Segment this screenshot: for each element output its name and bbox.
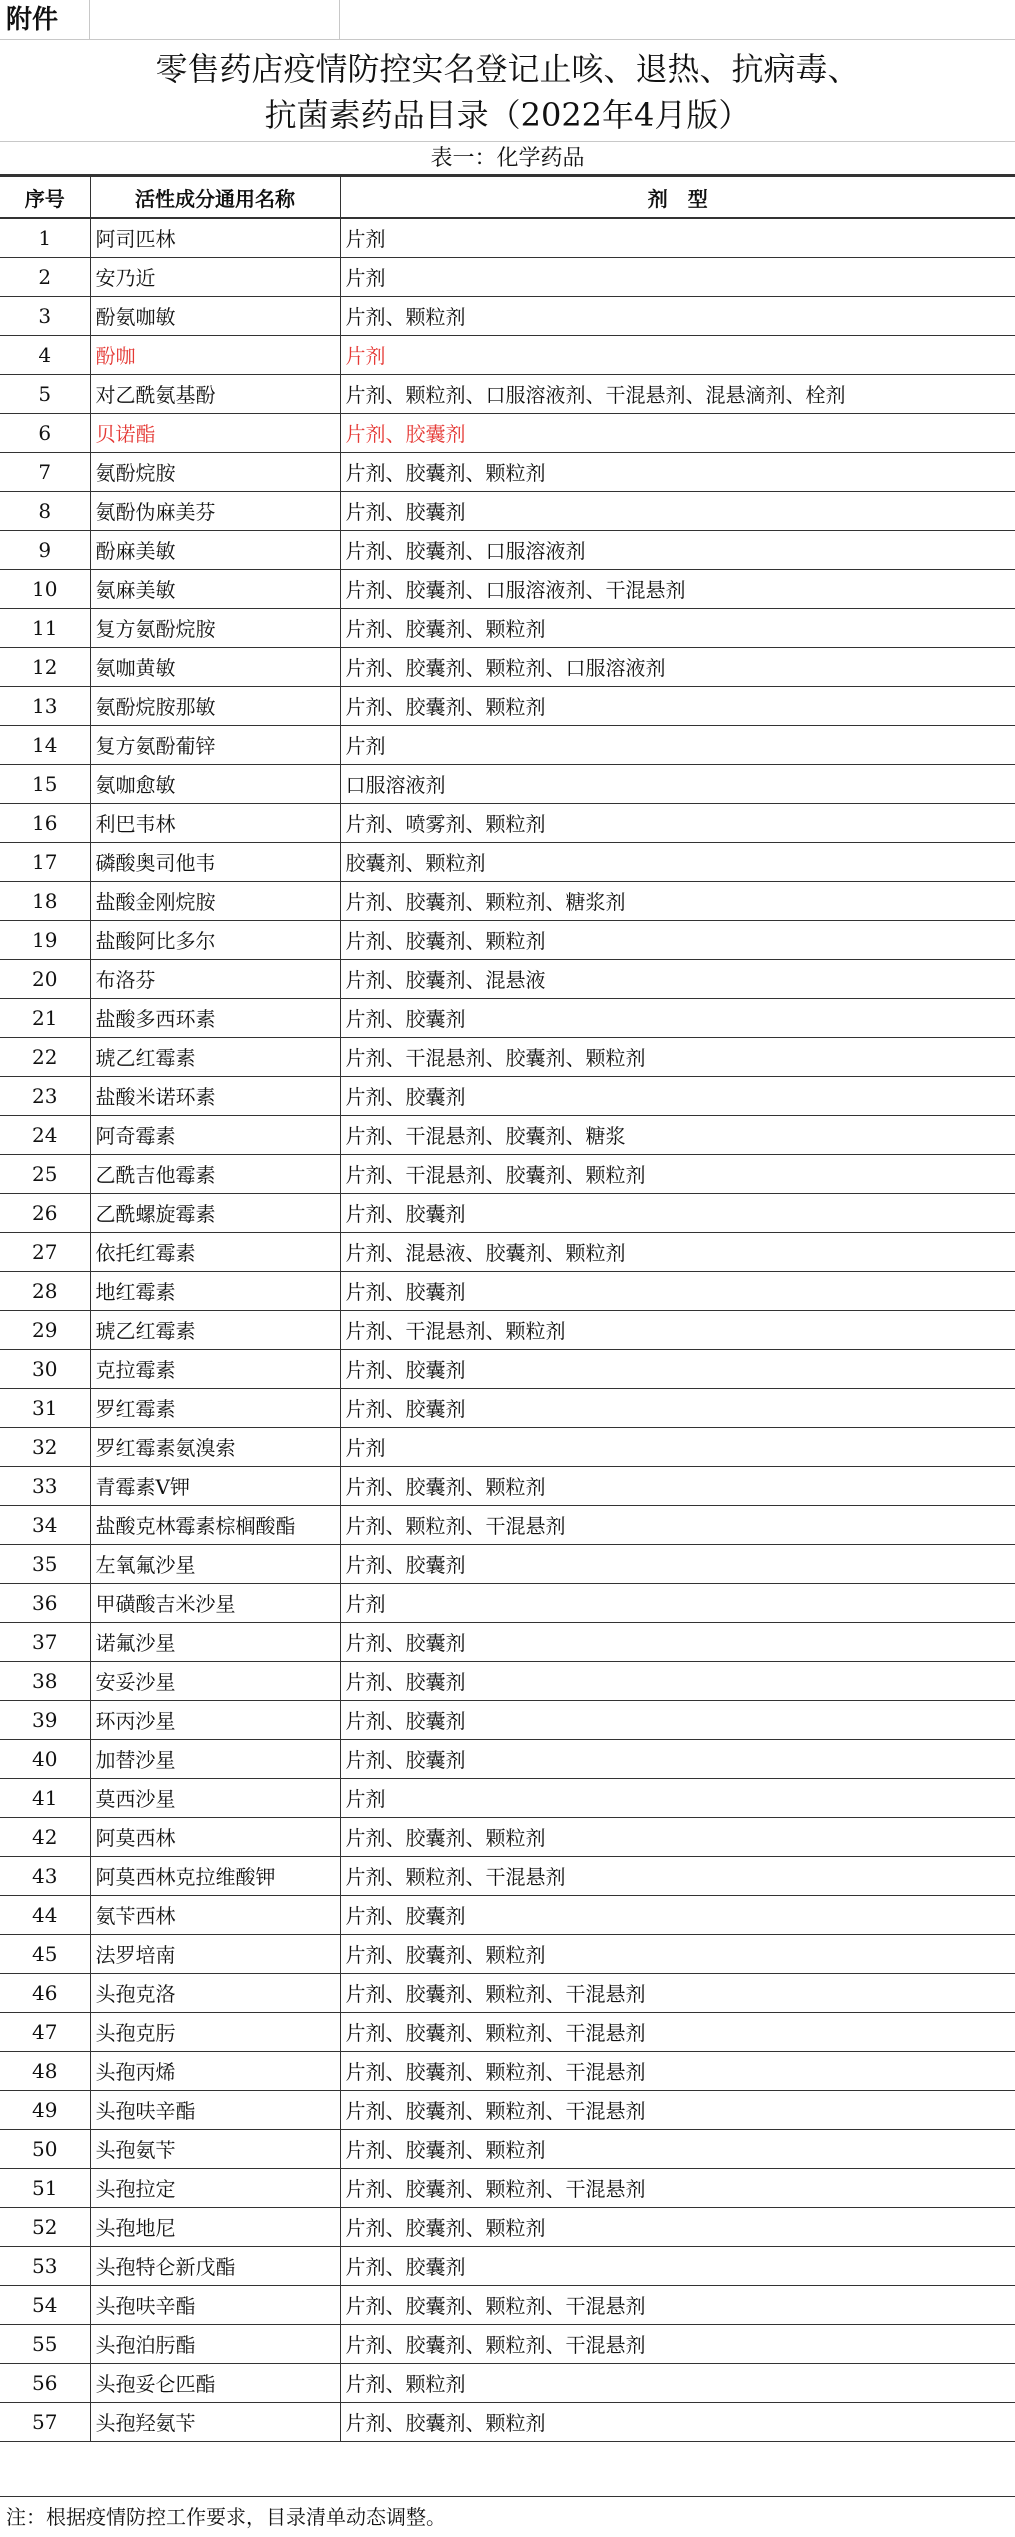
dosage-form-cell[interactable]: 片剂、胶囊剂、颗粒剂 bbox=[340, 686, 1015, 725]
row-number-cell[interactable]: 45 bbox=[0, 1934, 90, 1973]
dosage-form-cell[interactable]: 片剂 bbox=[340, 335, 1015, 374]
row-number-cell[interactable]: 24 bbox=[0, 1115, 90, 1154]
table-row bbox=[0, 2246, 1015, 2285]
row-number-cell[interactable]: 38 bbox=[0, 1661, 90, 1700]
dosage-form-cell[interactable]: 片剂、胶囊剂、颗粒剂、干混悬剂 bbox=[340, 2051, 1015, 2090]
row-number-cell[interactable]: 57 bbox=[0, 2402, 90, 2441]
dosage-form-cell[interactable]: 片剂 bbox=[340, 1778, 1015, 1817]
drug-name-cell[interactable]: 头孢拉定 bbox=[90, 2168, 340, 2207]
row-number-cell[interactable]: 30 bbox=[0, 1349, 90, 1388]
row-number-cell[interactable]: 37 bbox=[0, 1622, 90, 1661]
table-row bbox=[0, 1973, 1015, 2012]
row-number-cell[interactable]: 9 bbox=[0, 530, 90, 569]
dosage-form-cell[interactable]: 片剂、颗粒剂、口服溶液剂、干混悬剂、混悬滴剂、栓剂 bbox=[340, 374, 1015, 413]
drug-name-cell[interactable]: 法罗培南 bbox=[90, 1934, 340, 1973]
row-number-cell[interactable]: 42 bbox=[0, 1817, 90, 1856]
drug-name-cell[interactable]: 头孢妥仑匹酯 bbox=[90, 2363, 340, 2402]
dosage-form-cell[interactable]: 片剂、胶囊剂、颗粒剂、干混悬剂 bbox=[340, 2324, 1015, 2363]
dosage-form-cell[interactable]: 片剂 bbox=[340, 218, 1015, 257]
drug-name-cell[interactable]: 磷酸奥司他韦 bbox=[90, 842, 340, 881]
dosage-form-cell[interactable]: 片剂、胶囊剂、颗粒剂、口服溶液剂 bbox=[340, 647, 1015, 686]
dosage-form-cell[interactable]: 片剂、胶囊剂、颗粒剂 bbox=[340, 452, 1015, 491]
row-number-cell[interactable]: 50 bbox=[0, 2129, 90, 2168]
drug-name-cell[interactable]: 安妥沙星 bbox=[90, 1661, 340, 1700]
dosage-form-cell[interactable]: 片剂、胶囊剂、颗粒剂、干混悬剂 bbox=[340, 1973, 1015, 2012]
dosage-form-cell[interactable]: 片剂、胶囊剂、颗粒剂 bbox=[340, 2129, 1015, 2168]
dosage-form-cell[interactable]: 口服溶液剂 bbox=[340, 764, 1015, 803]
row-number-cell[interactable]: 18 bbox=[0, 881, 90, 920]
table-row bbox=[0, 881, 1015, 920]
dosage-form-cell[interactable]: 片剂、胶囊剂 bbox=[340, 1661, 1015, 1700]
table-row bbox=[0, 2402, 1015, 2441]
dosage-form-cell[interactable]: 片剂、胶囊剂 bbox=[340, 2246, 1015, 2285]
drug-name-cell[interactable]: 青霉素V钾 bbox=[90, 1466, 340, 1505]
table-row bbox=[0, 1115, 1015, 1154]
empty-cell[interactable] bbox=[90, 0, 340, 40]
drug-name-cell[interactable]: 克拉霉素 bbox=[90, 1349, 340, 1388]
drug-name-cell[interactable]: 氨酚烷胺那敏 bbox=[90, 686, 340, 725]
attachment-cell[interactable] bbox=[0, 0, 90, 40]
row-number-cell[interactable]: 52 bbox=[0, 2207, 90, 2246]
drug-name-cell[interactable]: 氨酚伪麻美芬 bbox=[90, 491, 340, 530]
dosage-form-cell[interactable]: 片剂 bbox=[340, 1427, 1015, 1466]
dosage-form-cell[interactable]: 片剂、混悬液、胶囊剂、颗粒剂 bbox=[340, 1232, 1015, 1271]
table-row bbox=[0, 1037, 1015, 1076]
row-number-cell[interactable]: 55 bbox=[0, 2324, 90, 2363]
dosage-form-cell[interactable]: 片剂、胶囊剂、颗粒剂 bbox=[340, 2402, 1015, 2441]
table-row bbox=[0, 1661, 1015, 1700]
title-line-1: 零售药店疫情防控实名登记止咳、退热、抗病毒、 bbox=[155, 50, 860, 88]
table-row bbox=[0, 2363, 1015, 2402]
document-title bbox=[0, 40, 1015, 142]
drug-name-cell[interactable]: 诺氟沙星 bbox=[90, 1622, 340, 1661]
dosage-form-cell[interactable]: 片剂、胶囊剂、颗粒剂 bbox=[340, 2207, 1015, 2246]
row-number-cell[interactable]: 49 bbox=[0, 2090, 90, 2129]
dosage-form-cell[interactable]: 片剂、胶囊剂 bbox=[340, 1076, 1015, 1115]
table-row bbox=[0, 1388, 1015, 1427]
drug-name-cell[interactable]: 加替沙星 bbox=[90, 1739, 340, 1778]
dosage-form-cell[interactable]: 片剂 bbox=[340, 725, 1015, 764]
row-number-cell[interactable]: 7 bbox=[0, 452, 90, 491]
table-row bbox=[0, 1622, 1015, 1661]
table-row bbox=[0, 686, 1015, 725]
table-body bbox=[0, 218, 1015, 2441]
row-number-cell[interactable]: 6 bbox=[0, 413, 90, 452]
table-row bbox=[0, 1544, 1015, 1583]
dosage-form-cell[interactable]: 片剂、干混悬剂、胶囊剂、颗粒剂 bbox=[340, 1154, 1015, 1193]
table-row bbox=[0, 374, 1015, 413]
dosage-form-cell[interactable]: 片剂、胶囊剂 bbox=[340, 413, 1015, 452]
table-row bbox=[0, 2324, 1015, 2363]
row-number-cell[interactable]: 35 bbox=[0, 1544, 90, 1583]
table-row bbox=[0, 1934, 1015, 1973]
table-row bbox=[0, 959, 1015, 998]
dosage-form-cell[interactable]: 片剂、胶囊剂 bbox=[340, 1739, 1015, 1778]
drug-name-cell[interactable]: 复方氨酚烷胺 bbox=[90, 608, 340, 647]
drug-name-cell[interactable]: 琥乙红霉素 bbox=[90, 1037, 340, 1076]
table-row bbox=[0, 842, 1015, 881]
dosage-form-cell[interactable]: 片剂、颗粒剂 bbox=[340, 2363, 1015, 2402]
dosage-form-cell[interactable]: 片剂、胶囊剂、颗粒剂 bbox=[340, 1817, 1015, 1856]
row-number-cell[interactable]: 13 bbox=[0, 686, 90, 725]
dosage-form-cell[interactable]: 片剂、胶囊剂 bbox=[340, 998, 1015, 1037]
drug-name-cell[interactable]: 头孢克肟 bbox=[90, 2012, 340, 2051]
table-row bbox=[0, 335, 1015, 374]
row-number-cell[interactable]: 53 bbox=[0, 2246, 90, 2285]
row-number-cell[interactable]: 43 bbox=[0, 1856, 90, 1895]
row-number-cell[interactable]: 44 bbox=[0, 1895, 90, 1934]
drug-name-cell[interactable]: 莫西沙星 bbox=[90, 1778, 340, 1817]
dosage-form-cell[interactable]: 片剂 bbox=[340, 1583, 1015, 1622]
table-row bbox=[0, 296, 1015, 335]
dosage-form-cell[interactable]: 片剂、胶囊剂 bbox=[340, 1622, 1015, 1661]
dosage-form-cell[interactable]: 片剂、胶囊剂、颗粒剂、干混悬剂 bbox=[340, 2090, 1015, 2129]
row-number-cell[interactable]: 22 bbox=[0, 1037, 90, 1076]
table-row bbox=[0, 1349, 1015, 1388]
drug-name-cell[interactable]: 盐酸多西环素 bbox=[90, 998, 340, 1037]
row-number-cell[interactable]: 2 bbox=[0, 257, 90, 296]
row-number-cell[interactable]: 31 bbox=[0, 1388, 90, 1427]
drug-name-cell[interactable]: 阿莫西林克拉维酸钾 bbox=[90, 1856, 340, 1895]
table-row bbox=[0, 530, 1015, 569]
drug-name-cell[interactable]: 甲磺酸吉米沙星 bbox=[90, 1583, 340, 1622]
dosage-form-cell[interactable]: 片剂、干混悬剂、胶囊剂、糖浆 bbox=[340, 1115, 1015, 1154]
row-number-cell[interactable]: 19 bbox=[0, 920, 90, 959]
drug-name-cell[interactable]: 头孢氨苄 bbox=[90, 2129, 340, 2168]
dosage-form-cell[interactable]: 片剂、胶囊剂、颗粒剂 bbox=[340, 1934, 1015, 1973]
header-no: 序号 bbox=[0, 177, 90, 219]
row-number-cell[interactable]: 17 bbox=[0, 842, 90, 881]
drug-name-cell[interactable]: 头孢克洛 bbox=[90, 1973, 340, 2012]
row-number-cell[interactable]: 51 bbox=[0, 2168, 90, 2207]
drug-name-cell[interactable]: 左氧氟沙星 bbox=[90, 1544, 340, 1583]
drug-name-cell[interactable]: 阿奇霉素 bbox=[90, 1115, 340, 1154]
table-row bbox=[0, 1466, 1015, 1505]
row-number-cell[interactable]: 27 bbox=[0, 1232, 90, 1271]
row-number-cell[interactable]: 5 bbox=[0, 374, 90, 413]
drug-name-cell[interactable]: 复方氨酚葡锌 bbox=[90, 725, 340, 764]
dosage-form-cell[interactable]: 片剂、胶囊剂 bbox=[340, 1271, 1015, 1310]
row-number-cell[interactable]: 33 bbox=[0, 1466, 90, 1505]
row-number-cell[interactable]: 1 bbox=[0, 218, 90, 257]
table-row bbox=[0, 1232, 1015, 1271]
row-number-cell[interactable]: 23 bbox=[0, 1076, 90, 1115]
drug-name-cell[interactable]: 氨酚烷胺 bbox=[90, 452, 340, 491]
table-row bbox=[0, 1778, 1015, 1817]
table-row bbox=[0, 2129, 1015, 2168]
row-number-cell[interactable]: 25 bbox=[0, 1154, 90, 1193]
row-number-cell[interactable]: 21 bbox=[0, 998, 90, 1037]
row-number-cell[interactable]: 40 bbox=[0, 1739, 90, 1778]
row-number-cell[interactable]: 54 bbox=[0, 2285, 90, 2324]
dosage-form-cell[interactable]: 片剂、胶囊剂 bbox=[340, 1544, 1015, 1583]
dosage-form-cell[interactable]: 片剂、胶囊剂、混悬液 bbox=[340, 959, 1015, 998]
table-row bbox=[0, 1505, 1015, 1544]
row-number-cell[interactable]: 8 bbox=[0, 491, 90, 530]
drug-name-cell[interactable]: 头孢羟氨苄 bbox=[90, 2402, 340, 2441]
drug-name-cell[interactable]: 阿莫西林 bbox=[90, 1817, 340, 1856]
table-row bbox=[0, 218, 1015, 257]
table-row bbox=[0, 803, 1015, 842]
table-row bbox=[0, 2090, 1015, 2129]
drug-name-cell[interactable]: 乙酰吉他霉素 bbox=[90, 1154, 340, 1193]
drug-name-cell[interactable]: 对乙酰氨基酚 bbox=[90, 374, 340, 413]
dosage-form-cell[interactable]: 片剂、干混悬剂、胶囊剂、颗粒剂 bbox=[340, 1037, 1015, 1076]
drug-name-cell[interactable]: 氨咖黄敏 bbox=[90, 647, 340, 686]
dosage-form-cell[interactable]: 片剂、颗粒剂、干混悬剂 bbox=[340, 1856, 1015, 1895]
table-row bbox=[0, 1310, 1015, 1349]
row-number-cell[interactable]: 11 bbox=[0, 608, 90, 647]
table-row bbox=[0, 1583, 1015, 1622]
table-row bbox=[0, 2051, 1015, 2090]
footnote: 注：根据疫情防控工作要求，目录清单动态调整。 bbox=[0, 2496, 1015, 2537]
table-row bbox=[0, 647, 1015, 686]
dosage-form-cell[interactable]: 片剂、胶囊剂、颗粒剂 bbox=[340, 1466, 1015, 1505]
row-number-cell[interactable]: 16 bbox=[0, 803, 90, 842]
row-number-cell[interactable]: 46 bbox=[0, 1973, 90, 2012]
drug-name-cell[interactable]: 盐酸金刚烷胺 bbox=[90, 881, 340, 920]
title-line-2: 抗菌素药品目录（2022年4月版） bbox=[264, 96, 751, 134]
dosage-form-cell[interactable]: 片剂、胶囊剂 bbox=[340, 1700, 1015, 1739]
drug-name-cell[interactable]: 氨咖愈敏 bbox=[90, 764, 340, 803]
dosage-form-cell[interactable]: 片剂、胶囊剂 bbox=[340, 1388, 1015, 1427]
row-number-cell[interactable]: 29 bbox=[0, 1310, 90, 1349]
drug-name-cell[interactable]: 阿司匹林 bbox=[90, 218, 340, 257]
dosage-form-cell[interactable]: 片剂、胶囊剂、口服溶液剂 bbox=[340, 530, 1015, 569]
dosage-form-cell[interactable]: 片剂、胶囊剂、颗粒剂、干混悬剂 bbox=[340, 2285, 1015, 2324]
table-row bbox=[0, 764, 1015, 803]
dosage-form-cell[interactable]: 胶囊剂、颗粒剂 bbox=[340, 842, 1015, 881]
table-row bbox=[0, 1271, 1015, 1310]
drug-name-cell[interactable]: 环丙沙星 bbox=[90, 1700, 340, 1739]
row-number-cell[interactable]: 39 bbox=[0, 1700, 90, 1739]
drug-name-cell[interactable]: 酚咖 bbox=[90, 335, 340, 374]
drug-name-cell[interactable]: 头孢呋辛酯 bbox=[90, 2090, 340, 2129]
dosage-form-cell[interactable]: 片剂、颗粒剂 bbox=[340, 296, 1015, 335]
table-header-row bbox=[0, 177, 1015, 219]
header-name: 活性成分通用名称 bbox=[90, 177, 340, 219]
drug-name-cell[interactable]: 头孢泊肟酯 bbox=[90, 2324, 340, 2363]
table-row bbox=[0, 2168, 1015, 2207]
drug-name-cell[interactable]: 头孢地尼 bbox=[90, 2207, 340, 2246]
row-number-cell[interactable]: 41 bbox=[0, 1778, 90, 1817]
table-row bbox=[0, 608, 1015, 647]
attachment-row bbox=[0, 0, 1015, 40]
table-row bbox=[0, 2207, 1015, 2246]
table-row bbox=[0, 1076, 1015, 1115]
drug-name-cell[interactable]: 地红霉素 bbox=[90, 1271, 340, 1310]
row-number-cell[interactable]: 56 bbox=[0, 2363, 90, 2402]
table-row bbox=[0, 569, 1015, 608]
drug-name-cell[interactable]: 布洛芬 bbox=[90, 959, 340, 998]
dosage-form-cell[interactable]: 片剂、胶囊剂、颗粒剂、糖浆剂 bbox=[340, 881, 1015, 920]
drug-name-cell[interactable]: 盐酸阿比多尔 bbox=[90, 920, 340, 959]
row-number-cell[interactable]: 4 bbox=[0, 335, 90, 374]
dosage-form-cell[interactable]: 片剂、胶囊剂 bbox=[340, 1895, 1015, 1934]
dosage-form-cell[interactable]: 片剂、胶囊剂 bbox=[340, 1349, 1015, 1388]
dosage-form-cell[interactable]: 片剂、胶囊剂、颗粒剂 bbox=[340, 920, 1015, 959]
dosage-form-cell[interactable]: 片剂、颗粒剂、干混悬剂 bbox=[340, 1505, 1015, 1544]
table-row bbox=[0, 452, 1015, 491]
drug-name-cell[interactable]: 贝诺酯 bbox=[90, 413, 340, 452]
table-row bbox=[0, 1700, 1015, 1739]
dosage-form-cell[interactable]: 片剂 bbox=[340, 257, 1015, 296]
drug-name-cell[interactable]: 罗红霉素氨溴索 bbox=[90, 1427, 340, 1466]
table-row bbox=[0, 1817, 1015, 1856]
table-row bbox=[0, 1427, 1015, 1466]
table-row bbox=[0, 1193, 1015, 1232]
table-row bbox=[0, 1739, 1015, 1778]
drug-name-cell[interactable]: 氨麻美敏 bbox=[90, 569, 340, 608]
row-number-cell[interactable]: 14 bbox=[0, 725, 90, 764]
drug-name-cell[interactable]: 琥乙红霉素 bbox=[90, 1310, 340, 1349]
table-row bbox=[0, 257, 1015, 296]
drug-name-cell[interactable]: 盐酸米诺环素 bbox=[90, 1076, 340, 1115]
table-row bbox=[0, 491, 1015, 530]
header-form: 剂 型 bbox=[340, 177, 1015, 219]
drug-name-cell[interactable]: 头孢特仑新戊酯 bbox=[90, 2246, 340, 2285]
drug-name-cell[interactable]: 头孢呋辛酯 bbox=[90, 2285, 340, 2324]
table-row bbox=[0, 413, 1015, 452]
drug-name-cell[interactable]: 安乃近 bbox=[90, 257, 340, 296]
drug-table bbox=[0, 176, 1015, 2442]
row-number-cell[interactable]: 36 bbox=[0, 1583, 90, 1622]
row-number-cell[interactable]: 3 bbox=[0, 296, 90, 335]
drug-name-cell[interactable]: 依托红霉素 bbox=[90, 1232, 340, 1271]
dosage-form-cell[interactable]: 片剂、胶囊剂、颗粒剂、干混悬剂 bbox=[340, 2012, 1015, 2051]
attachment-label: 附件 bbox=[6, 5, 59, 35]
table-row bbox=[0, 1154, 1015, 1193]
drug-name-cell[interactable]: 氨苄西林 bbox=[90, 1895, 340, 1934]
table-row bbox=[0, 1895, 1015, 1934]
row-number-cell[interactable]: 26 bbox=[0, 1193, 90, 1232]
row-number-cell[interactable]: 48 bbox=[0, 2051, 90, 2090]
dosage-form-cell[interactable]: 片剂、胶囊剂、颗粒剂、干混悬剂 bbox=[340, 2168, 1015, 2207]
dosage-form-cell[interactable]: 片剂、胶囊剂、颗粒剂 bbox=[340, 608, 1015, 647]
table-row bbox=[0, 2285, 1015, 2324]
table-row bbox=[0, 2012, 1015, 2051]
drug-name-cell[interactable]: 盐酸克林霉素棕榈酸酯 bbox=[90, 1505, 340, 1544]
dosage-form-cell[interactable]: 片剂、胶囊剂、口服溶液剂、干混悬剂 bbox=[340, 569, 1015, 608]
row-number-cell[interactable]: 20 bbox=[0, 959, 90, 998]
drug-name-cell[interactable]: 利巴韦林 bbox=[90, 803, 340, 842]
table-caption: 表一：化学药品 bbox=[0, 142, 1015, 176]
row-number-cell[interactable]: 12 bbox=[0, 647, 90, 686]
row-number-cell[interactable]: 34 bbox=[0, 1505, 90, 1544]
dosage-form-cell[interactable]: 片剂、胶囊剂 bbox=[340, 1193, 1015, 1232]
drug-name-cell[interactable]: 罗红霉素 bbox=[90, 1388, 340, 1427]
dosage-form-cell[interactable]: 片剂、干混悬剂、颗粒剂 bbox=[340, 1310, 1015, 1349]
table-row bbox=[0, 920, 1015, 959]
table-row bbox=[0, 725, 1015, 764]
row-number-cell[interactable]: 28 bbox=[0, 1271, 90, 1310]
dosage-form-cell[interactable]: 片剂、喷雾剂、颗粒剂 bbox=[340, 803, 1015, 842]
drug-name-cell[interactable]: 头孢丙烯 bbox=[90, 2051, 340, 2090]
dosage-form-cell[interactable]: 片剂、胶囊剂 bbox=[340, 491, 1015, 530]
row-number-cell[interactable]: 47 bbox=[0, 2012, 90, 2051]
drug-name-cell[interactable]: 酚氨咖敏 bbox=[90, 296, 340, 335]
row-number-cell[interactable]: 10 bbox=[0, 569, 90, 608]
drug-name-cell[interactable]: 酚麻美敏 bbox=[90, 530, 340, 569]
table-row bbox=[0, 1856, 1015, 1895]
drug-name-cell[interactable]: 乙酰螺旋霉素 bbox=[90, 1193, 340, 1232]
table-row bbox=[0, 998, 1015, 1037]
row-number-cell[interactable]: 15 bbox=[0, 764, 90, 803]
row-number-cell[interactable]: 32 bbox=[0, 1427, 90, 1466]
